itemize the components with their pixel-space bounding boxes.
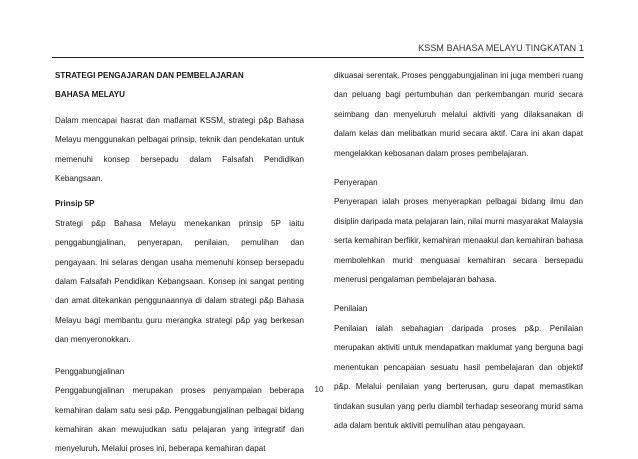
running-header: KSSM BAHASA MELAYU TINGKATAN 1: [418, 43, 584, 53]
continuation-paragraph: dikuasai serentak. Proses penggabungjalinan ini juga memberi ruang dan peluang bagi pertumbuhan dan perkembangan murid secara seimbang dan menyeluruh melalui aktiviti yang dilaksanakan di dalam kelas dan melibatkan murid secara aktif. Cara ini akan dapat mengelakkan kebosanan dalam proses pembelajaran.: [334, 71, 583, 158]
page-number: 10: [314, 385, 324, 394]
prinsip-paragraph: Strategi p&p Bahasa Melayu menekankan prinsip 5P iaitu penggabungjalinan, penyerapan, penilaian, pemulihan dan pengayaan. Ini selaras dengan usaha memenuhi konsep bersepadu dalam Falsafah Pendidikan Kebangsaan. Konsep ini sangat penting dan amat ditekankan penggunaannya di dalam strategi p&p Bahasa Melayu bagi membantu guru merangka strategi p&p yag berkesan dan menyeronokkan.: [55, 218, 304, 345]
header-rule: [52, 57, 584, 58]
right-column: [334, 66, 583, 435]
section-title-line2: BAHASA MELAYU: [55, 90, 126, 100]
section-title-line1: STRATEGI PENGAJARAN DAN PEMBELAJARAN: [55, 71, 244, 80]
prinsip-heading: Prinsip 5P: [55, 199, 95, 209]
left-column: [55, 66, 304, 459]
penilaian-paragraph: Penilaian ialah sebahagian daripada proses p&p. Penilaian merupakan aktiviti untuk mendapatkan maklumat yang berguna bagi menentukan pencapaian sesuatu hasil pembelajaran dan objektif p&p. Melalui penilaian yang berterusan, guru dapat memastikan tindakan susulan yang perlu diambil terhadap seseorang murid sama ada dalam bentuk aktiviti pemulihan atau pengayaan.: [334, 323, 583, 430]
penyerapan-paragraph: Penyerapan ialah proses menyerapkan pelbagai bidang ilmu dan disiplin daripada mata pelajaran lain, nilai murni masyarakat Malaysia serta kemahiran berfikir, kemahiran menaakul dan kemahiran bahasa membolehkan murid menguasai kemahiran secara bersepadu menerusi pengalaman pembelajaran bahasa.: [334, 197, 583, 285]
intro-paragraph: Dalam mencapai hasrat dan matlamat KSSM, strategi p&p Bahasa Melayu menggunakan pelbagai prinsip, teknik dan pendekatan untuk memenuhi konsep bersepadu dalam Falsafah Pendidikan Kebangsaan.: [55, 115, 304, 184]
penggabungjalinan-heading: Penggabungjalinan: [55, 366, 125, 376]
penggabungjalinan-paragraph: Penggabungjalinan merupakan proses penyampaian beberapa kemahiran dalam satu sesi p&p. Penggabungjalinan pelbagai bidang kemahiran akan mewujudkan satu pelajaran yang integratif dan menyeluruh. Melalui proses ini, beberapa kemahiran dapat: [55, 386, 304, 454]
penilaian-heading: Penilaian: [334, 304, 368, 314]
penyerapan-heading: Penyerapan: [334, 178, 378, 188]
